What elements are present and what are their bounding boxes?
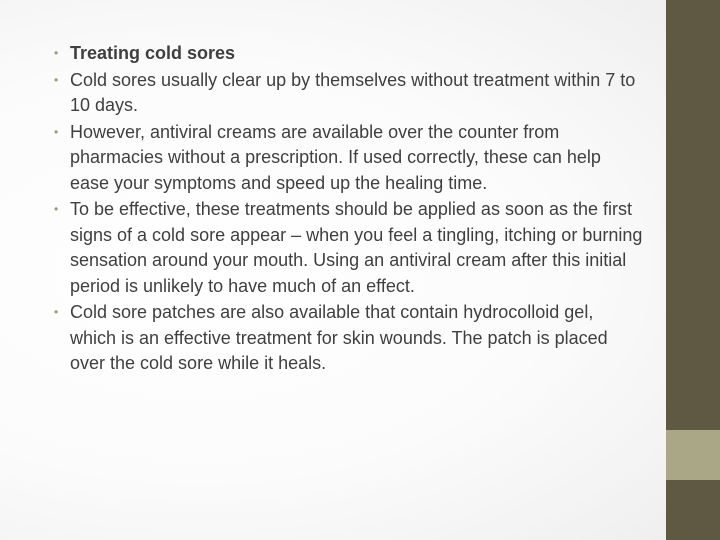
bullet-list [54, 41, 644, 377]
bullet-dot-icon: • [54, 305, 59, 319]
bullet-dot-icon: • [54, 72, 59, 87]
side-bar-accent [666, 430, 720, 480]
bullet-text: However, antiviral creams are available over the counter from pharmacies without a prescription. If used correctly, these can help ease your symptoms and speed up the healing time. [70, 121, 601, 193]
bullet-dot-icon: • [54, 124, 59, 139]
bullet-text: Cold sore patches are also available that contain hydrocolloid gel, which is an effective treatment for skin wounds. The patch is placed over the cold sore while it heals. [70, 302, 608, 373]
bullet-text: Treating cold sores [70, 43, 236, 63]
side-bar-top [666, 0, 720, 430]
bullet-item [54, 120, 644, 197]
bullet-dot-icon: • [54, 202, 59, 216]
bullet-text: Cold sores usually clear up by themselves without treatment within 7 to 10 days. [70, 69, 636, 115]
bullet-item-heading [54, 41, 644, 67]
bullet-item [54, 197, 644, 299]
bullet-text: To be effective, these treatments should be applied as soon as the first signs of a cold sore appear – when you feel a tingling, itching or burning sensation around your mouth. Using an antiviral cream after this initial period is unlikely to have much of an effect. [70, 199, 643, 296]
bullet-dot-icon: • [54, 46, 59, 60]
bullet-item [54, 300, 644, 377]
side-decoration-bar [666, 0, 720, 540]
bullet-item [54, 68, 644, 119]
side-bar-bottom [666, 480, 720, 540]
slide-content [54, 41, 644, 378]
